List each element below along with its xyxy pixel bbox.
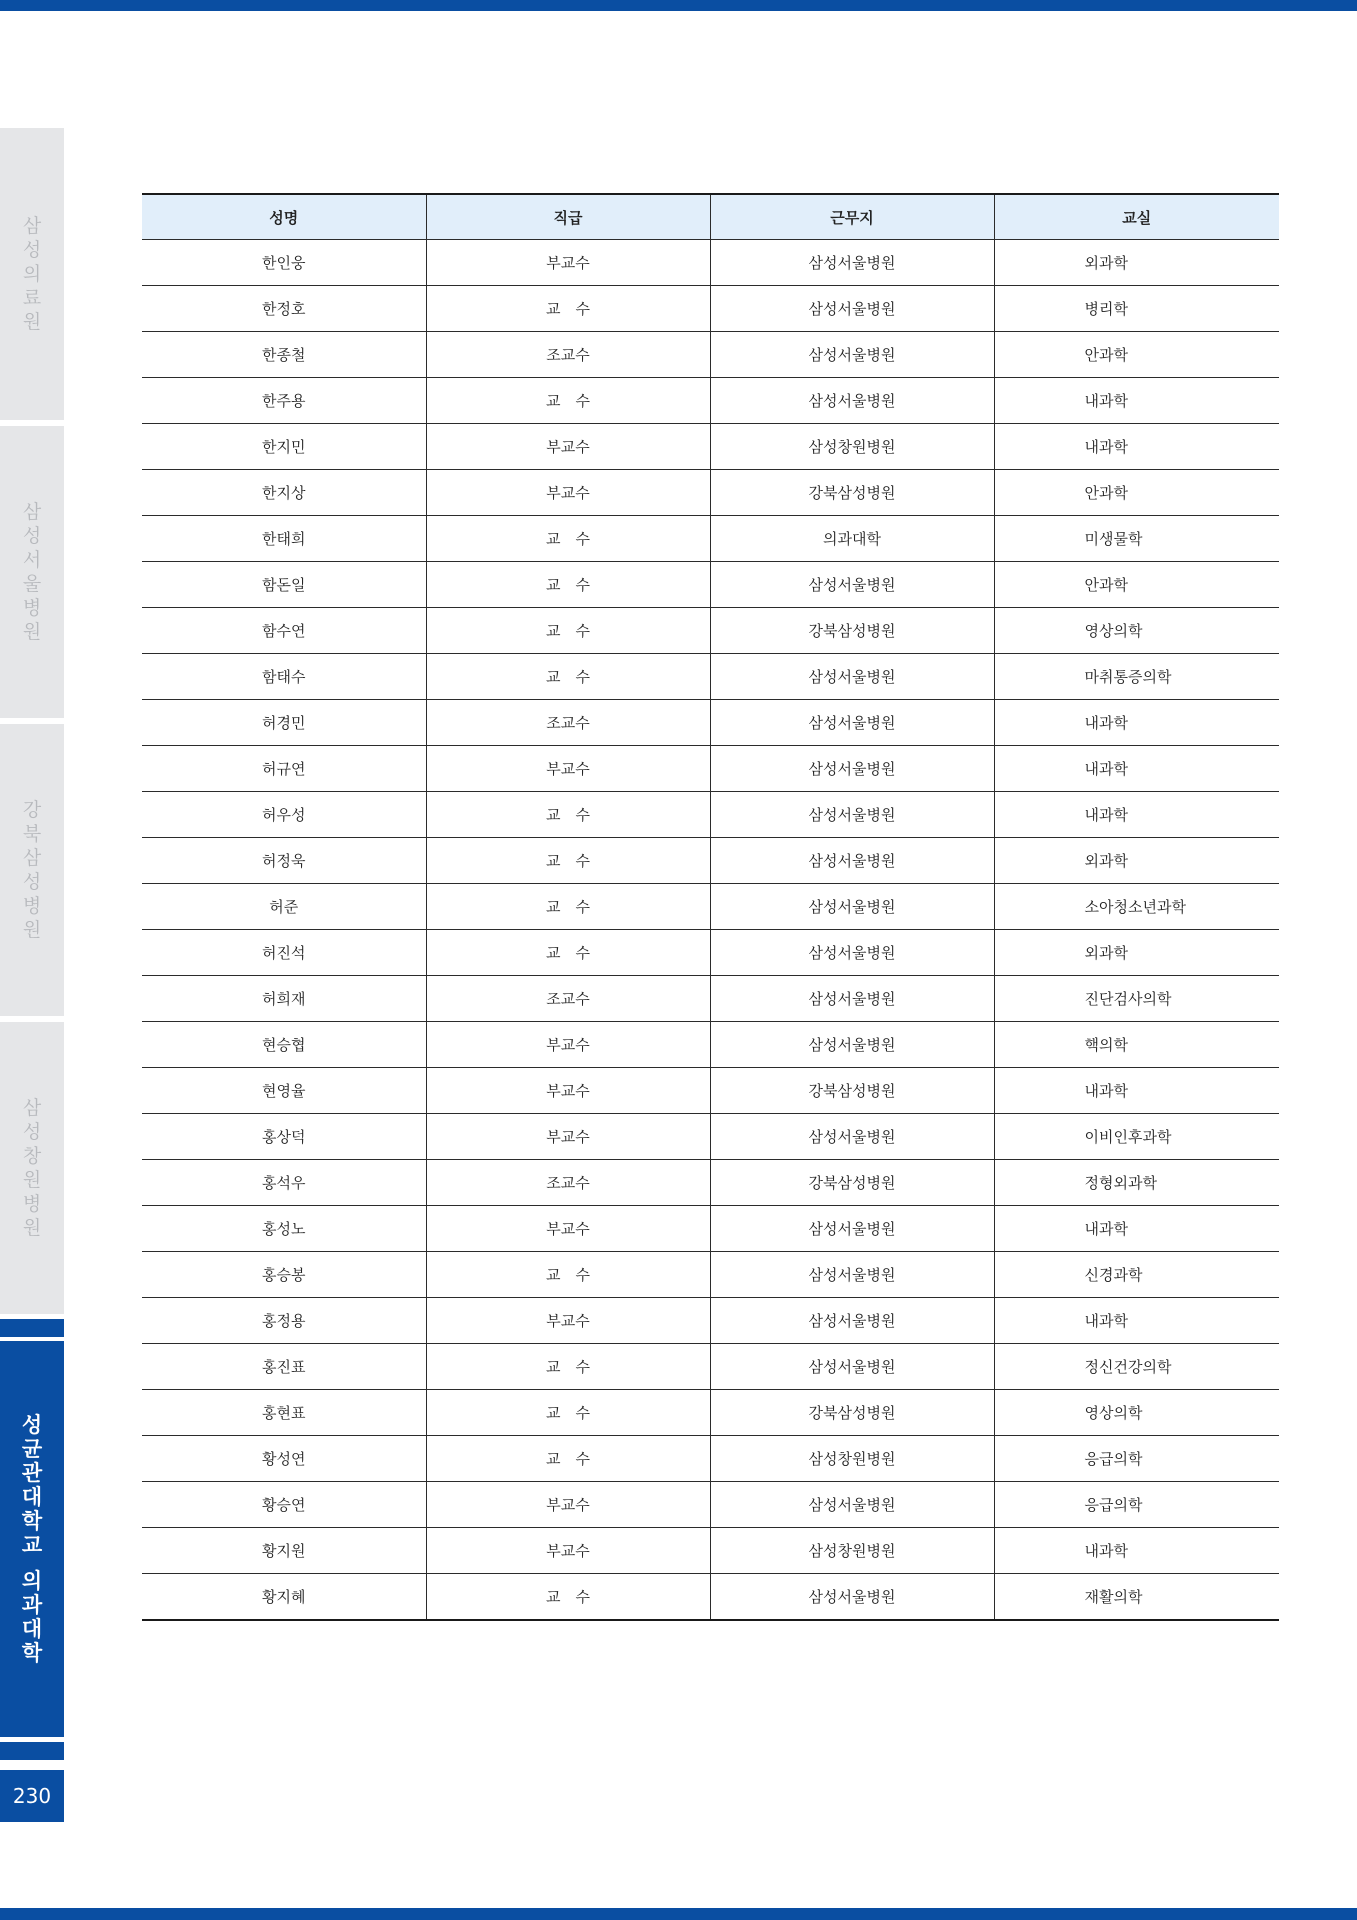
table-row xyxy=(142,1068,1279,1114)
faculty-table xyxy=(142,193,1279,1621)
cell-department: 내과학 xyxy=(994,1528,1279,1574)
cell-department: 영상의학 xyxy=(994,1390,1279,1436)
cell-workplace: 삼성서울병원 xyxy=(710,332,994,378)
table-row xyxy=(142,1436,1279,1482)
top-accent-bar xyxy=(0,0,1357,11)
cell-workplace: 삼성서울병원 xyxy=(710,1574,994,1621)
cell-department: 내과학 xyxy=(994,792,1279,838)
cell-rank: 교 수 xyxy=(426,884,710,930)
cell-department: 핵의학 xyxy=(994,1022,1279,1068)
cell-workplace: 삼성창원병원 xyxy=(710,424,994,470)
cell-workplace: 삼성서울병원 xyxy=(710,792,994,838)
cell-name: 한정호 xyxy=(142,286,426,332)
cell-name: 황지원 xyxy=(142,1528,426,1574)
table-row xyxy=(142,1574,1279,1621)
table-row xyxy=(142,976,1279,1022)
table-header-row xyxy=(142,194,1279,240)
active-tab-bottom-strip xyxy=(0,1742,64,1760)
cell-rank: 교 수 xyxy=(426,1574,710,1621)
cell-workplace: 삼성서울병원 xyxy=(710,1114,994,1160)
cell-name: 한지상 xyxy=(142,470,426,516)
cell-name: 허우성 xyxy=(142,792,426,838)
cell-department: 내과학 xyxy=(994,378,1279,424)
faculty-table-container xyxy=(142,193,1279,1621)
table-row xyxy=(142,470,1279,516)
table-row xyxy=(142,1022,1279,1068)
table-row xyxy=(142,884,1279,930)
cell-department: 내과학 xyxy=(994,424,1279,470)
cell-workplace: 삼성서울병원 xyxy=(710,838,994,884)
table-row xyxy=(142,1206,1279,1252)
sidebar-tab-label: 강 북 삼 성 병 원 xyxy=(22,799,42,941)
cell-workplace: 삼성서울병원 xyxy=(710,654,994,700)
cell-department: 진단검사의학 xyxy=(994,976,1279,1022)
cell-name: 한종철 xyxy=(142,332,426,378)
cell-workplace: 삼성창원병원 xyxy=(710,1436,994,1482)
cell-workplace: 삼성서울병원 xyxy=(710,746,994,792)
cell-name: 홍승봉 xyxy=(142,1252,426,1298)
cell-name: 함태수 xyxy=(142,654,426,700)
sidebar-tab-label: 삼 성 창 원 병 원 xyxy=(22,1097,42,1239)
cell-department: 내과학 xyxy=(994,1298,1279,1344)
cell-department: 영상의학 xyxy=(994,608,1279,654)
cell-name: 한지민 xyxy=(142,424,426,470)
table-row xyxy=(142,1114,1279,1160)
table-row xyxy=(142,424,1279,470)
cell-department: 신경과학 xyxy=(994,1252,1279,1298)
table-row xyxy=(142,746,1279,792)
table-row xyxy=(142,1252,1279,1298)
cell-name: 허진석 xyxy=(142,930,426,976)
cell-department: 마취통증의학 xyxy=(994,654,1279,700)
cell-name: 함수연 xyxy=(142,608,426,654)
sidebar-tab-skku-medicine-active[interactable] xyxy=(0,1341,64,1737)
cell-workplace: 삼성서울병원 xyxy=(710,1344,994,1390)
cell-workplace: 삼성서울병원 xyxy=(710,1206,994,1252)
cell-rank: 교 수 xyxy=(426,1436,710,1482)
cell-department: 응급의학 xyxy=(994,1482,1279,1528)
cell-department: 내과학 xyxy=(994,746,1279,792)
cell-rank: 조교수 xyxy=(426,1160,710,1206)
sidebar-tab-label: 삼 성 서 울 병 원 xyxy=(22,501,42,643)
cell-rank: 교 수 xyxy=(426,608,710,654)
table-row xyxy=(142,792,1279,838)
cell-rank: 부교수 xyxy=(426,1068,710,1114)
bottom-accent-bar xyxy=(0,1908,1357,1920)
cell-name: 황승연 xyxy=(142,1482,426,1528)
cell-name: 홍석우 xyxy=(142,1160,426,1206)
cell-department: 정형외과학 xyxy=(994,1160,1279,1206)
cell-rank: 부교수 xyxy=(426,746,710,792)
header-workplace: 근무지 xyxy=(710,194,994,240)
cell-workplace: 삼성서울병원 xyxy=(710,700,994,746)
cell-name: 홍진표 xyxy=(142,1344,426,1390)
sidebar-tab-label: 삼 성 의 료 원 xyxy=(22,215,42,333)
cell-rank: 부교수 xyxy=(426,424,710,470)
cell-rank: 부교수 xyxy=(426,1114,710,1160)
cell-name: 홍상덕 xyxy=(142,1114,426,1160)
table-row xyxy=(142,1390,1279,1436)
cell-department: 안과학 xyxy=(994,470,1279,516)
cell-rank: 부교수 xyxy=(426,1022,710,1068)
table-row xyxy=(142,286,1279,332)
cell-department: 정신건강의학 xyxy=(994,1344,1279,1390)
cell-department: 이비인후과학 xyxy=(994,1114,1279,1160)
cell-workplace: 강북삼성병원 xyxy=(710,608,994,654)
table-row xyxy=(142,378,1279,424)
cell-name: 현영율 xyxy=(142,1068,426,1114)
table-row xyxy=(142,516,1279,562)
cell-department: 미생물학 xyxy=(994,516,1279,562)
cell-workplace: 강북삼성병원 xyxy=(710,1160,994,1206)
cell-rank: 부교수 xyxy=(426,240,710,286)
table-row xyxy=(142,562,1279,608)
header-name: 성명 xyxy=(142,194,426,240)
cell-name: 한인웅 xyxy=(142,240,426,286)
active-tab-top-strip xyxy=(0,1319,64,1337)
cell-rank: 부교수 xyxy=(426,1206,710,1252)
cell-department: 내과학 xyxy=(994,1206,1279,1252)
cell-name: 허정욱 xyxy=(142,838,426,884)
cell-workplace: 삼성창원병원 xyxy=(710,1528,994,1574)
cell-rank: 교 수 xyxy=(426,838,710,884)
table-row xyxy=(142,654,1279,700)
cell-workplace: 삼성서울병원 xyxy=(710,976,994,1022)
table-body xyxy=(142,240,1279,1621)
cell-workplace: 삼성서울병원 xyxy=(710,1252,994,1298)
cell-workplace: 삼성서울병원 xyxy=(710,930,994,976)
cell-workplace: 강북삼성병원 xyxy=(710,1068,994,1114)
cell-name: 허규연 xyxy=(142,746,426,792)
active-tab-line2: 의 과 대 학 xyxy=(21,1569,43,1665)
cell-department: 외과학 xyxy=(994,838,1279,884)
page-number: 230 xyxy=(0,1770,64,1822)
cell-department: 안과학 xyxy=(994,332,1279,378)
cell-name: 허경민 xyxy=(142,700,426,746)
table-row xyxy=(142,700,1279,746)
cell-rank: 부교수 xyxy=(426,470,710,516)
cell-rank: 조교수 xyxy=(426,976,710,1022)
cell-rank: 부교수 xyxy=(426,1528,710,1574)
table-row xyxy=(142,332,1279,378)
cell-rank: 교 수 xyxy=(426,378,710,424)
table-row xyxy=(142,1160,1279,1206)
active-tab-label xyxy=(22,1413,42,1665)
cell-workplace: 삼성서울병원 xyxy=(710,378,994,424)
cell-name: 홍정용 xyxy=(142,1298,426,1344)
cell-workplace: 삼성서울병원 xyxy=(710,562,994,608)
sidebar-tab-kangbuk-samsung-hospital[interactable] xyxy=(0,724,64,1016)
cell-rank: 조교수 xyxy=(426,700,710,746)
cell-department: 재활의학 xyxy=(994,1574,1279,1621)
cell-rank: 교 수 xyxy=(426,792,710,838)
cell-name: 홍성노 xyxy=(142,1206,426,1252)
cell-rank: 조교수 xyxy=(426,332,710,378)
sidebar-tab-samsung-seoul-hospital[interactable] xyxy=(0,426,64,718)
cell-name: 한태희 xyxy=(142,516,426,562)
cell-workplace: 삼성서울병원 xyxy=(710,240,994,286)
table-row xyxy=(142,1298,1279,1344)
cell-rank: 교 수 xyxy=(426,286,710,332)
cell-department: 내과학 xyxy=(994,700,1279,746)
sidebar-tab-samsung-changwon-hospital[interactable] xyxy=(0,1022,64,1314)
cell-department: 외과학 xyxy=(994,930,1279,976)
cell-rank: 교 수 xyxy=(426,930,710,976)
cell-name: 황지혜 xyxy=(262,1588,306,1606)
cell-name: 한주용 xyxy=(142,378,426,424)
table-row xyxy=(142,838,1279,884)
table-row xyxy=(142,930,1279,976)
cell-department: 내과학 xyxy=(994,1068,1279,1114)
cell-workplace: 삼성서울병원 xyxy=(710,884,994,930)
table-row xyxy=(142,608,1279,654)
cell-rank: 교 수 xyxy=(426,1344,710,1390)
cell-name: 허준 xyxy=(142,884,426,930)
cell-department: 외과학 xyxy=(994,240,1279,286)
cell-rank: 교 수 xyxy=(426,654,710,700)
header-department: 교실 xyxy=(994,194,1279,240)
cell-name: 황성연 xyxy=(142,1436,426,1482)
cell-workplace: 의과대학 xyxy=(710,516,994,562)
cell-rank: 부교수 xyxy=(426,1482,710,1528)
cell-workplace: 강북삼성병원 xyxy=(710,1390,994,1436)
table-row xyxy=(142,240,1279,286)
cell-workplace: 삼성서울병원 xyxy=(710,1482,994,1528)
cell-workplace: 삼성서울병원 xyxy=(710,286,994,332)
cell-workplace: 삼성서울병원 xyxy=(710,1022,994,1068)
cell-name: 홍현표 xyxy=(142,1390,426,1436)
cell-name: 허희재 xyxy=(142,976,426,1022)
cell-department: 소아청소년과학 xyxy=(994,884,1279,930)
cell-department: 안과학 xyxy=(994,562,1279,608)
cell-name: 함돈일 xyxy=(142,562,426,608)
cell-department: 병리학 xyxy=(994,286,1279,332)
cell-rank: 부교수 xyxy=(426,1298,710,1344)
cell-workplace: 강북삼성병원 xyxy=(710,470,994,516)
header-rank: 직급 xyxy=(426,194,710,240)
cell-name: 현승협 xyxy=(142,1022,426,1068)
active-tab-line1: 성 균 관 대 학 교 xyxy=(21,1413,43,1557)
cell-rank: 교 수 xyxy=(426,516,710,562)
cell-rank: 교 수 xyxy=(426,1390,710,1436)
cell-rank: 교 수 xyxy=(426,562,710,608)
cell-department: 응급의학 xyxy=(994,1436,1279,1482)
cell-workplace: 삼성서울병원 xyxy=(710,1298,994,1344)
sidebar-tab-samsung-medical-center[interactable] xyxy=(0,128,64,420)
table-row xyxy=(142,1482,1279,1528)
cell-rank: 교 수 xyxy=(426,1252,710,1298)
table-row xyxy=(142,1344,1279,1390)
table-row xyxy=(142,1528,1279,1574)
